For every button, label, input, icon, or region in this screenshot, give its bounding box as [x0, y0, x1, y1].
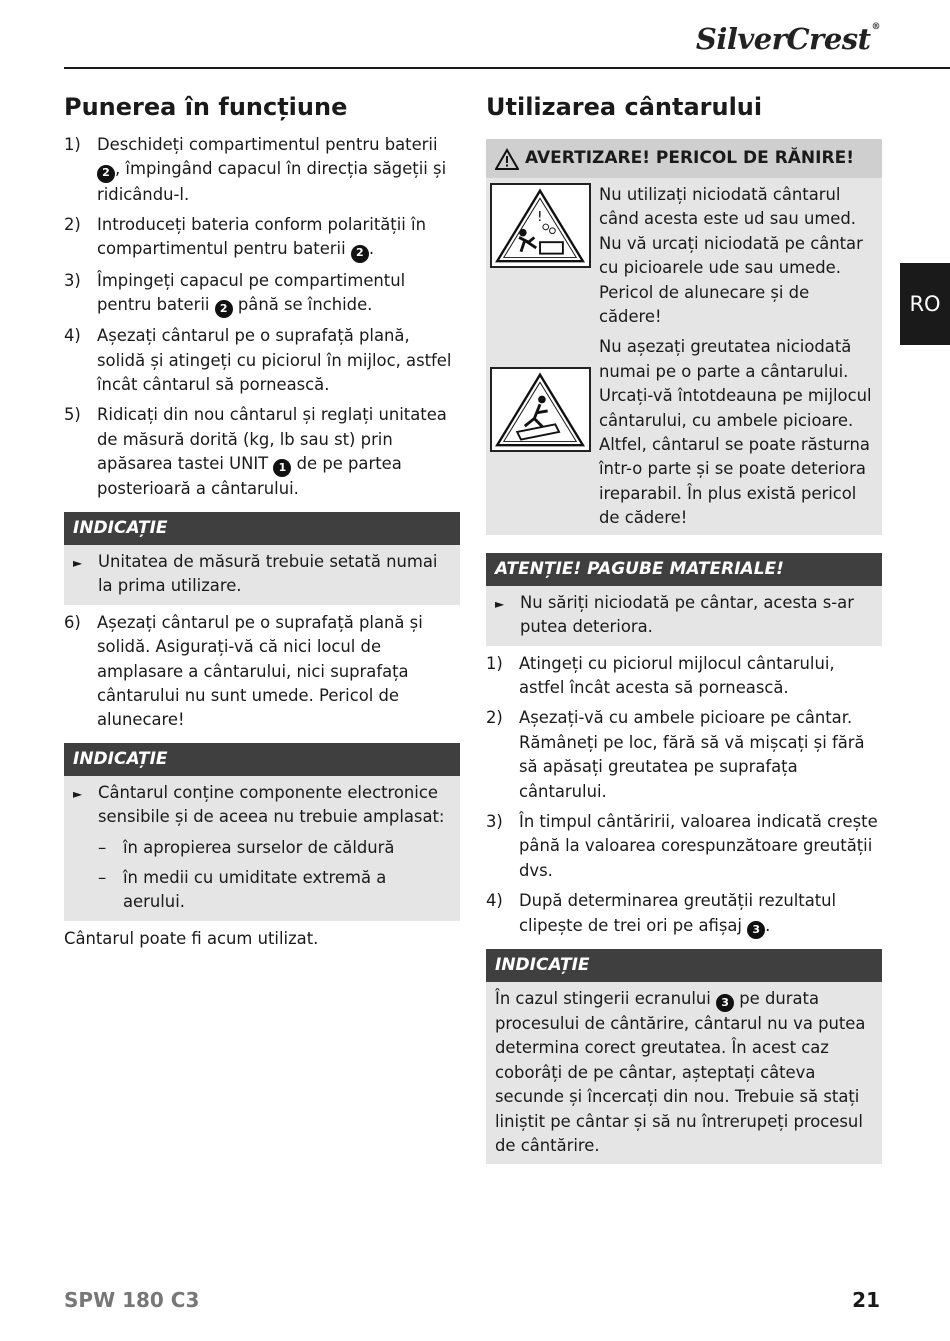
dash-item: – în medii cu umiditate extremă a aerului.: [98, 867, 387, 912]
step-item: 3) Împingeți capacul pe compartimentul pentru baterii 2 până se închide.: [64, 269, 460, 319]
step-item: 5) Ridicați din nou cântarul și reglați unitatea de măsură dorită (kg, lb sau st) prin apăsarea tastei UNIT 1 de pe partea posterioară a cântarului.: [64, 405, 447, 499]
warning-heading: AVERTIZARE! PERICOL DE RĂNIRE!: [486, 139, 882, 178]
step-item: 6) Așezați cântarul pe o suprafață plană și solidă. Asigurați-vă că nici locul de amplasare a cântarului, nici suprafața cântarului nu sunt umede. Pericol de alunecare!: [64, 612, 423, 730]
number-badge: 2: [215, 300, 233, 318]
step-item: 1) Deschideți compartimentul pentru baterii 2 , împingând capacul în direcția săgeții și ridicându-l.: [64, 135, 447, 204]
step-item: 1) Atingeți cu piciorul mijlocul cântarului, astfel încât acesta să pornească.: [486, 653, 835, 697]
number-badge: 2: [351, 245, 369, 263]
step-item: 2) Introduceți bateria conform polarității în compartimentul pentru baterii 2 .: [64, 213, 460, 263]
note-heading: INDICAȚIE: [64, 743, 460, 776]
note-text: În cazul stingerii ecranului 3 pe durata procesului de cântărire, cântarul nu va putea determina corect greutatea. În acest caz coborâți de pe cântar, așteptați câteva secunde și încercați din nou. Trebuie să stați liniștit pe cântar și să nu întrerupeți procesul de cântărire.: [495, 988, 866, 1155]
note-box: [64, 512, 460, 605]
caution-bullet: ► Nu săriți niciodată pe cântar, acesta s-ar putea deteriora.: [495, 591, 873, 640]
left-column: [64, 93, 460, 951]
number-badge: 2: [97, 165, 115, 183]
caution-box: [486, 553, 882, 646]
note-box: [486, 949, 882, 1165]
svg-text:!: !: [537, 210, 543, 226]
right-column: [486, 93, 882, 1170]
step-list: [64, 133, 460, 502]
section-title: Punerea în funcțiune: [64, 93, 348, 121]
arrow-icon: ►: [73, 555, 83, 570]
step-item: 4) Așezați cântarul pe o suprafață plană, solidă și atingeți cu piciorul în mijloc, astfel încât cântarul să pornească.: [64, 326, 452, 395]
number-badge: 3: [747, 921, 765, 939]
language-tab: RO: [900, 263, 950, 345]
dash-item: – în apropierea surselor de căldură: [98, 837, 395, 857]
model-number: SPW 180 C3: [64, 1288, 200, 1312]
arrow-icon: ►: [73, 786, 83, 801]
caution-heading: ATENȚIE! PAGUBE MATERIALE!: [486, 553, 882, 586]
note-box: [64, 743, 460, 921]
tipping-hazard-icon: [490, 367, 591, 452]
warning-triangle-icon: [495, 148, 519, 170]
step-item: 2) Așezați-vă cu ambele picioare pe cântar. Rămâneți pe loc, fără să vă mișcați și fără să apăsați greutatea pe suprafața cântarului.: [486, 708, 865, 801]
number-badge: 3: [716, 994, 734, 1012]
warning-text: Nu utilizați niciodată cântarul când acesta este ud sau umed. Nu vă urcați niciodată pe cântar cu picioarele ude sau umede. Pericol de alunecare și de cădere!: [599, 185, 863, 327]
number-badge: 1: [273, 459, 291, 477]
page-number: 21: [852, 1288, 880, 1312]
step-item: 4) După determinarea greutății rezultatul clipește de trei ori pe afișaj 3 .: [486, 889, 882, 939]
section-title: Utilizarea cântarului: [486, 93, 763, 121]
note-heading: INDICAȚIE: [64, 512, 460, 545]
warning-text: Nu așezați greutatea niciodată numai pe o parte a cântarului. Urcați-vă întotdeauna pe mijlocul cântarului, cu ambele picioare. Altfel, cântarul se poate răsturna într-o parte și se poate deteriora ireparabil. În plus există pericol de cădere!: [599, 337, 872, 528]
warning-box: [486, 139, 882, 535]
slip-hazard-icon: [490, 183, 591, 268]
note-bullet: ► Cântarul conține componente electronice sensibile și de aceea nu trebuie amplasat:: [73, 781, 451, 830]
note-bullet: ► Unitatea de măsură trebuie setată numai la prima utilizare.: [73, 550, 451, 599]
step-item: 3) În timpul cântăririi, valoarea indicată crește până la valoarea corespunzătoare greutății dvs.: [486, 811, 878, 880]
step-list: [486, 652, 882, 939]
closing-text: Cântarul poate fi acum utilizat.: [64, 928, 319, 948]
header-rule: [64, 67, 950, 69]
brand-logo: SilverCrest®: [695, 22, 880, 56]
note-heading: INDICAȚIE: [486, 949, 882, 982]
arrow-icon: ►: [495, 596, 505, 611]
